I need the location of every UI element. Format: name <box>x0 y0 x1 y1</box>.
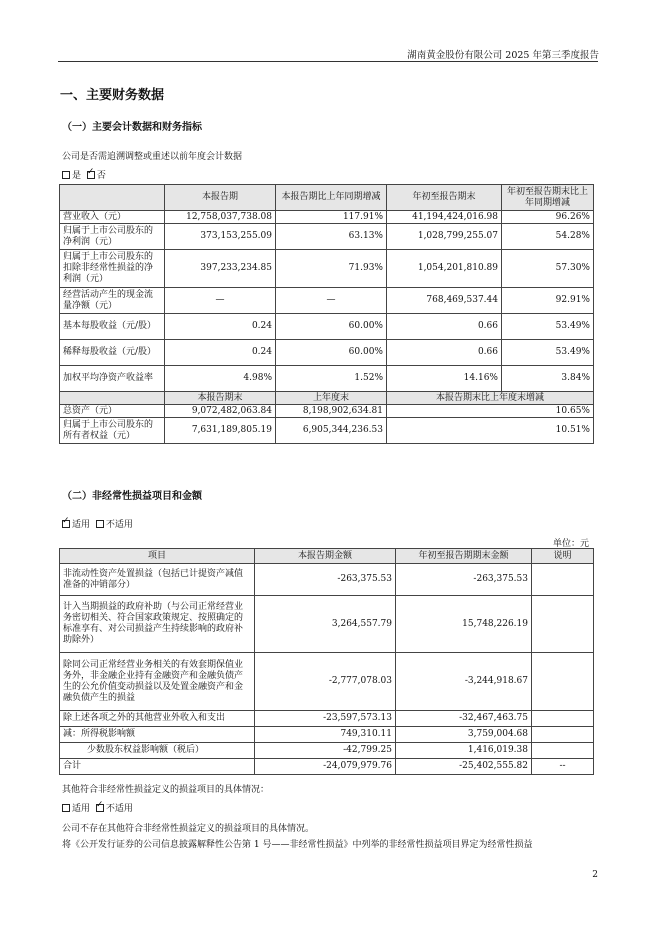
table-total-row <box>60 759 594 775</box>
header-cell: 本报告期末 <box>165 392 276 405</box>
report-header: 湖南黄金股份有限公司 2025 年第三季度报告 <box>407 50 599 61</box>
row-label: 总资产（元） <box>60 405 165 418</box>
table-row <box>60 418 594 444</box>
cell: 0.66 <box>387 340 502 366</box>
row-label: 少数股东权益影响额（税后） <box>60 743 255 759</box>
header-cell: 年初至报告期末比上年同期增减 <box>502 185 594 211</box>
row-label: 稀释每股收益（元/股） <box>60 340 165 366</box>
section-title-main-financial-data: 一、主要财务数据 <box>60 88 165 103</box>
restate-question: 公司是否需追溯调整或重述以前年度会计数据 <box>62 152 243 162</box>
table-header-row <box>60 549 594 564</box>
cell: 3,759,004.68 <box>396 727 532 743</box>
row-label: 加权平均净资产收益率 <box>60 366 165 392</box>
header-cell: 本报告期金额 <box>255 549 396 564</box>
applicable-label: 适用 <box>72 520 91 530</box>
restate-yes-label: 是 <box>72 171 82 181</box>
subsection-title-key-data: （一）主要会计数据和财务指标 <box>62 122 202 133</box>
other-applicable-options <box>62 801 133 814</box>
not-applicable-checkbox[interactable] <box>96 520 104 528</box>
cell <box>532 564 594 596</box>
cell: -263,375.53 <box>255 564 396 596</box>
cell: 53.49% <box>502 340 594 366</box>
cell: 15,748,226.19 <box>396 596 532 653</box>
cell: 0.24 <box>165 340 276 366</box>
cell <box>532 743 594 759</box>
row-label: 营业收入（元） <box>60 211 165 224</box>
table-row <box>60 250 594 288</box>
cell: 1,054,201,810.89 <box>387 250 502 288</box>
cell: 10.51% <box>387 418 594 444</box>
header-cell <box>60 392 165 405</box>
restate-no-label: 否 <box>96 171 106 181</box>
cell: 1.52% <box>276 366 387 392</box>
header-cell: 年初至报告期末 <box>387 185 502 211</box>
row-label: 经营活动产生的现金流量净额（元） <box>60 288 165 314</box>
table-row <box>60 288 594 314</box>
row-label: 归属于上市公司股东的所有者权益（元） <box>60 418 165 444</box>
other-not-applicable-checkbox[interactable] <box>96 804 104 812</box>
cell: 6,905,344,236.53 <box>276 418 387 444</box>
cell: 60.00% <box>276 314 387 340</box>
table-row <box>60 653 594 711</box>
header-cell <box>60 185 165 211</box>
table-row <box>60 596 594 653</box>
key-financial-data-table <box>59 184 594 444</box>
header-cell: 本报告期末比上年度末增减 <box>387 392 594 405</box>
classification-text: 将《公开发行证券的公司信息披露解释性公告第 1 号——非经常性损益》中列举的非经常性损益项目界定为经常性损益 <box>62 840 533 850</box>
row-label: 除同公司正常经营业务相关的有效套期保值业务外，非金融企业持有金融资产和金融负债产生的公允价值变动损益以及处置金融资产和金融负债产生的损益 <box>60 653 255 711</box>
cell: 7,631,189,805.19 <box>165 418 276 444</box>
cell: 60.00% <box>276 340 387 366</box>
table-row <box>60 564 594 596</box>
cell: 1,416,019.38 <box>396 743 532 759</box>
subsection-title-non-recurring: （二）非经常性损益项目和金额 <box>62 491 202 502</box>
restate-no-checkbox[interactable] <box>87 171 95 179</box>
table-header-row <box>60 185 594 211</box>
other-applicable-label: 适用 <box>72 804 91 814</box>
cell: 117.91% <box>276 211 387 224</box>
row-label: 归属于上市公司股东的扣除非经常性损益的净利润（元） <box>60 250 165 288</box>
row-label: 减：所得税影响额 <box>60 727 255 743</box>
cell <box>532 653 594 711</box>
page-number: 2 <box>592 870 598 880</box>
cell: -42,799.25 <box>255 743 396 759</box>
row-label: 基本每股收益（元/股） <box>60 314 165 340</box>
table-row <box>60 224 594 250</box>
cell: 57.30% <box>502 250 594 288</box>
table-row <box>60 314 594 340</box>
cell: 3,264,557.79 <box>255 596 396 653</box>
cell: 749,310.11 <box>255 727 396 743</box>
no-other-items-text: 公司不存在其他符合非经常性损益定义的损益项目的具体情况。 <box>62 824 315 834</box>
header-cell: 上年度末 <box>276 392 387 405</box>
cell <box>532 727 594 743</box>
cell: 53.49% <box>502 314 594 340</box>
cell: 71.93% <box>276 250 387 288</box>
header-cell: 说明 <box>532 549 594 564</box>
cell: -- <box>532 759 594 775</box>
table-row <box>60 727 594 743</box>
header-cell: 年初至报告期期末金额 <box>396 549 532 564</box>
cell: 4.98% <box>165 366 276 392</box>
cell: -32,467,463.75 <box>396 711 532 727</box>
cell: 0.66 <box>387 314 502 340</box>
cell: 9,072,482,063.84 <box>165 405 276 418</box>
table-row <box>60 711 594 727</box>
cell <box>532 711 594 727</box>
cell: 14.16% <box>387 366 502 392</box>
table-row <box>60 405 594 418</box>
cell: 41,194,424,016.98 <box>387 211 502 224</box>
cell: 63.13% <box>276 224 387 250</box>
other-not-applicable-label: 不适用 <box>105 804 133 814</box>
cell: — <box>276 288 387 314</box>
cell: 397,233,234.85 <box>165 250 276 288</box>
cell: 768,469,537.44 <box>387 288 502 314</box>
row-label: 合计 <box>60 759 255 775</box>
cell: 373,153,255.09 <box>165 224 276 250</box>
non-recurring-items-table <box>59 548 594 775</box>
other-applicable-checkbox[interactable] <box>62 804 70 812</box>
row-label: 计入当期损益的政府补助（与公司正常经营业务密切相关、符合国家政策规定、按照确定的标准享有、对公司损益产生持续影响的政府补助除外） <box>60 596 255 653</box>
other-items-line: 其他符合非经常性损益定义的损益项目的具体情况： <box>62 785 270 795</box>
table-subheader-row <box>60 392 594 405</box>
header-cell: 本报告期 <box>165 185 276 211</box>
cell: -3,244,918.67 <box>396 653 532 711</box>
cell: 0.24 <box>165 314 276 340</box>
header-cell: 项目 <box>60 549 255 564</box>
cell: — <box>165 288 276 314</box>
cell: 1,028,799,255.07 <box>387 224 502 250</box>
restate-yes-checkbox[interactable] <box>62 171 70 179</box>
cell: -2,777,078.03 <box>255 653 396 711</box>
table-row <box>60 211 594 224</box>
applicable-checkbox[interactable] <box>62 520 70 528</box>
table-row <box>60 743 594 759</box>
not-applicable-label: 不适用 <box>105 520 133 530</box>
cell: 54.28% <box>502 224 594 250</box>
table-row <box>60 340 594 366</box>
cell <box>532 596 594 653</box>
cell: 12,758,037,738.08 <box>165 211 276 224</box>
cell: 96.26% <box>502 211 594 224</box>
cell: 8,198,902,634.81 <box>276 405 387 418</box>
cell: 10.65% <box>387 405 594 418</box>
cell: -25,402,555.82 <box>396 759 532 775</box>
table-row <box>60 366 594 392</box>
cell: 92.91% <box>502 288 594 314</box>
restate-options <box>62 168 106 181</box>
cell: -263,375.53 <box>396 564 532 596</box>
header-cell: 本报告期比上年同期增减 <box>276 185 387 211</box>
row-label: 归属于上市公司股东的净利润（元） <box>60 224 165 250</box>
cell: 3.84% <box>502 366 594 392</box>
unit-label: 单位：元 <box>552 539 589 549</box>
header-divider <box>58 61 598 62</box>
cell: -24,079,979.76 <box>255 759 396 775</box>
applicable-options <box>62 517 133 530</box>
row-label: 非流动性资产处置损益（包括已计提资产减值准备的冲销部分） <box>60 564 255 596</box>
row-label: 除上述各项之外的其他营业外收入和支出 <box>60 711 255 727</box>
cell: -23,597,573.13 <box>255 711 396 727</box>
